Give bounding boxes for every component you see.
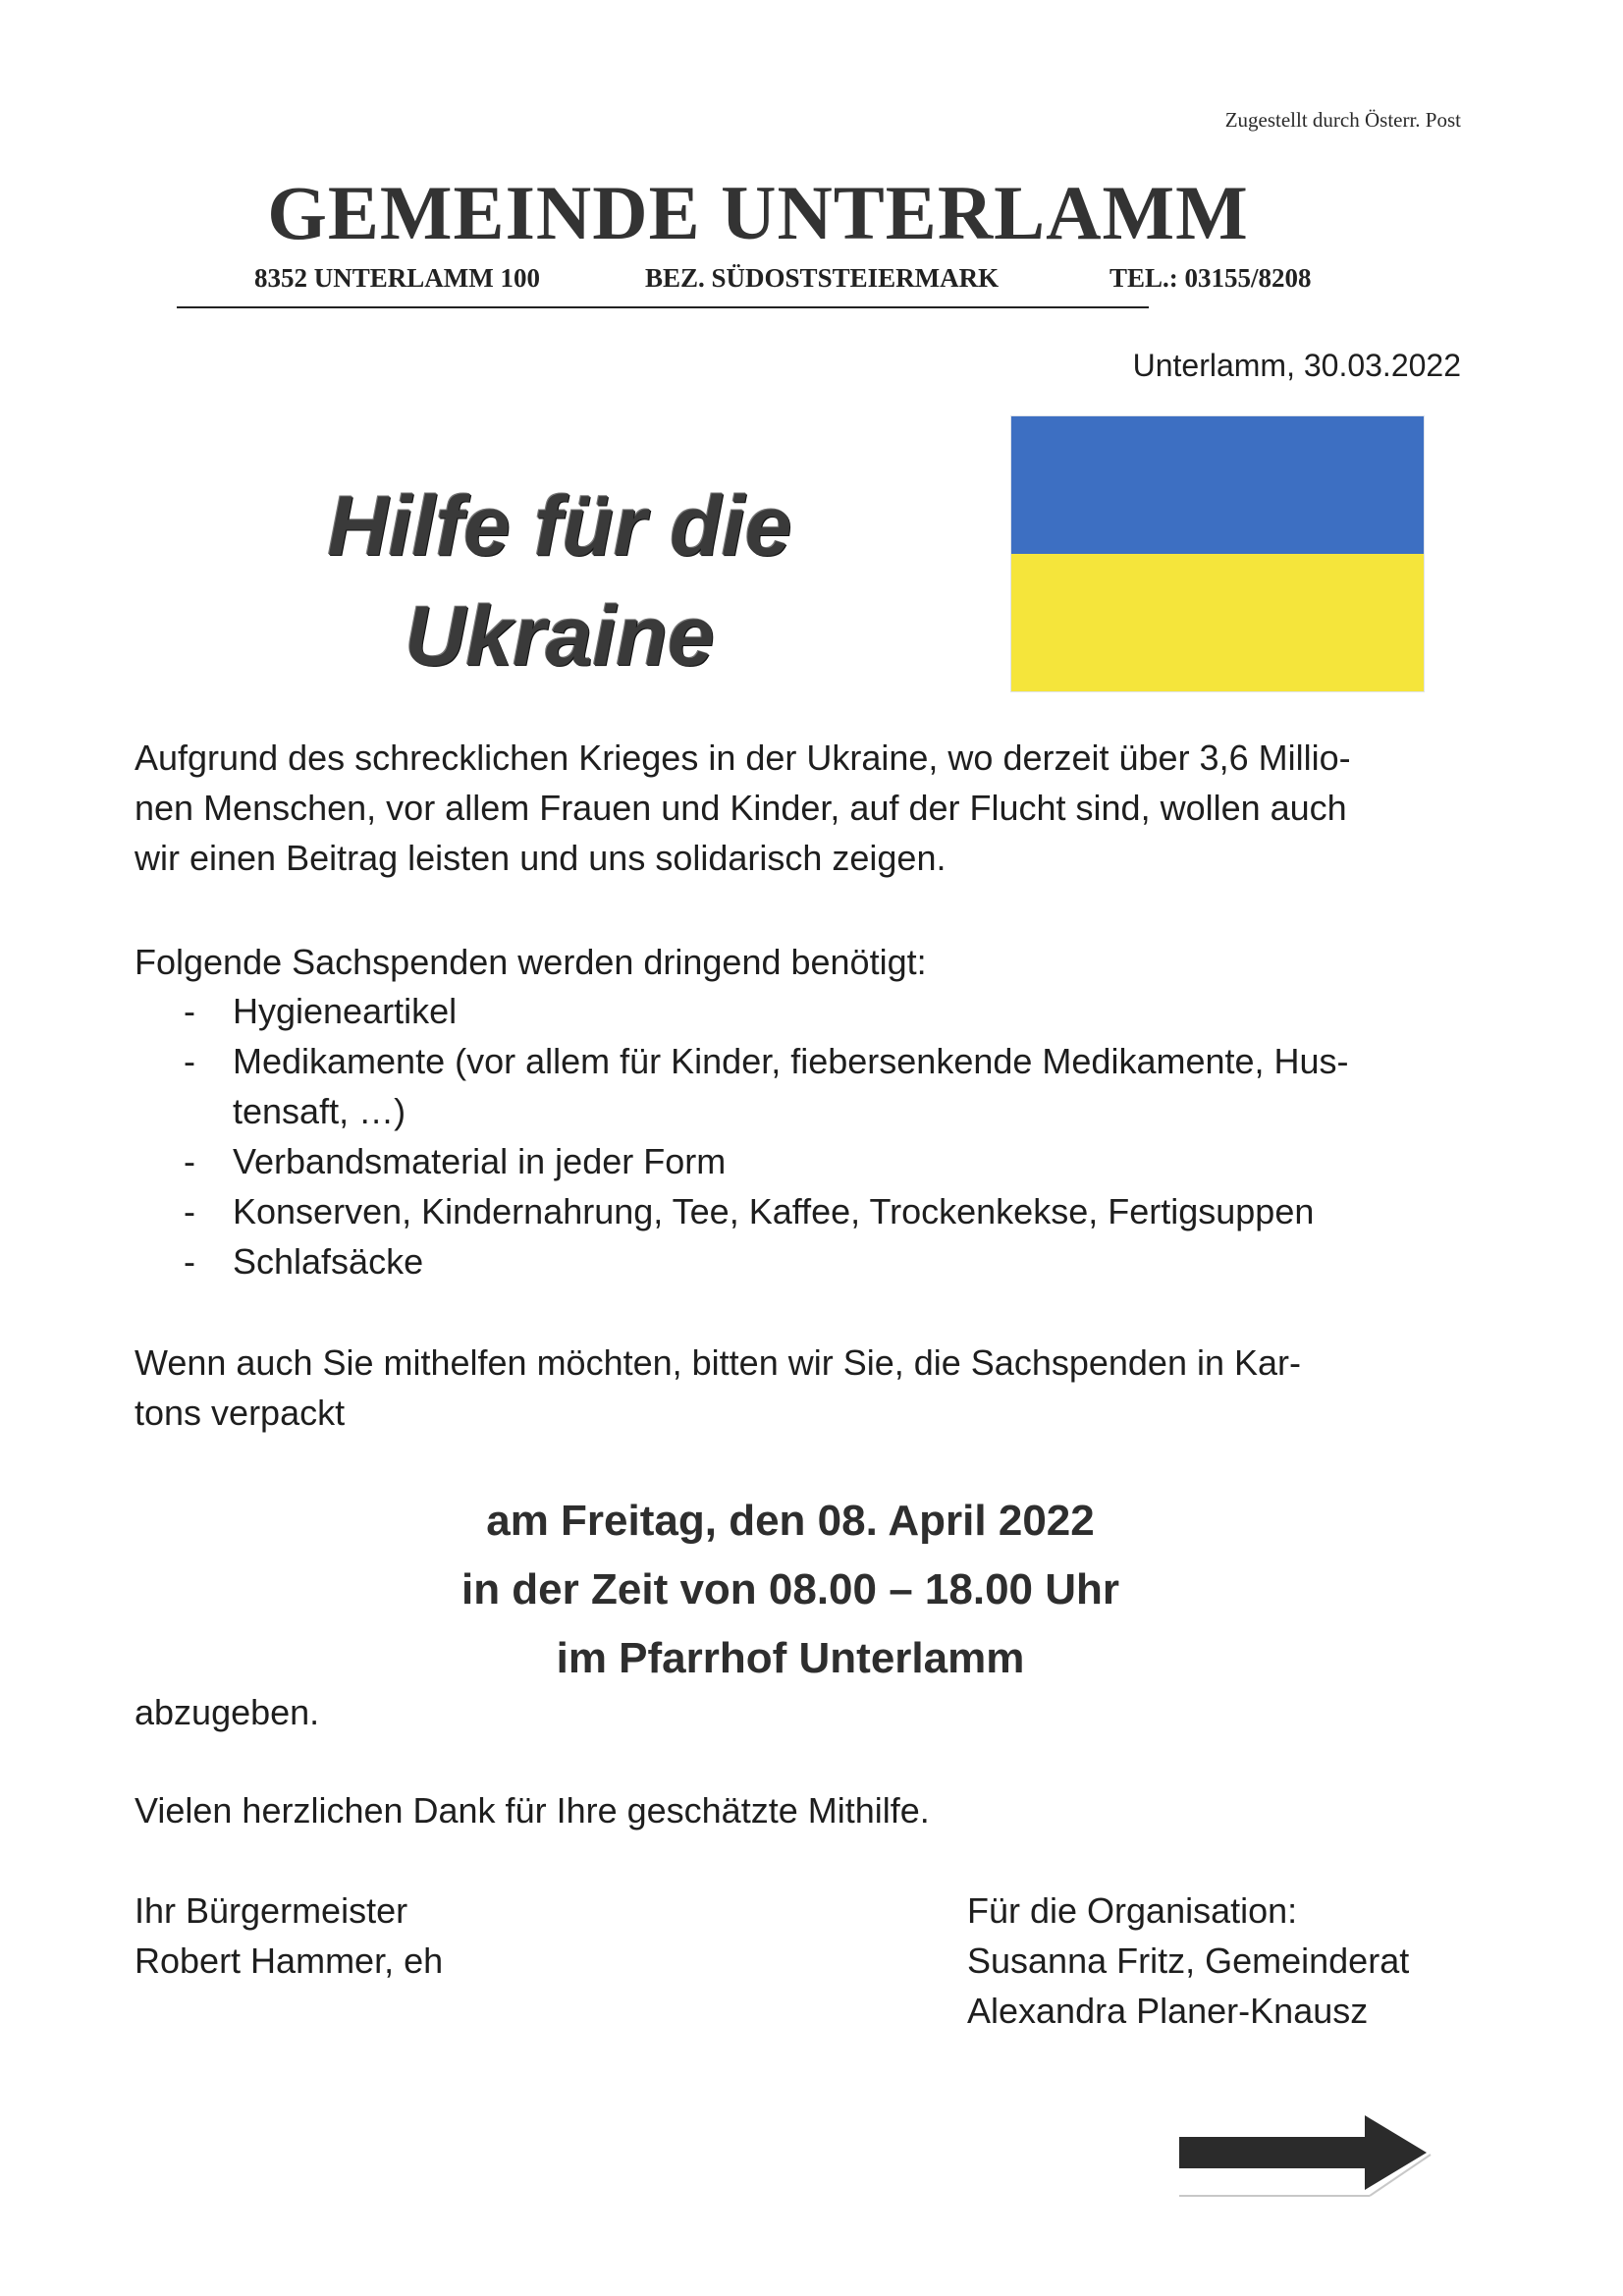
title-line-2: Ukraine	[405, 589, 715, 683]
list-item-text: Medikamente (vor allem für Kinder, fiebersenkende Medikamente, Hus-	[233, 1041, 1349, 1081]
signature-name: Robert Hammer, eh	[135, 1941, 444, 1981]
list-item	[135, 1236, 1470, 1286]
district: BEZ. SÜDOSTSTEIERMARK	[645, 263, 1000, 293]
donations-heading: Folgende Sachspenden werden dringend benötigt:	[135, 942, 927, 982]
intro-line: nen Menschen, vor allem Frauen und Kinder, auf der Flucht sind, wollen auch	[135, 788, 1347, 828]
organization-name: GEMEINDE UNTERLAMM	[267, 170, 1249, 255]
intro-line: Aufgrund des schrecklichen Krieges in der Ukraine, wo derzeit über 3,6 Millio-	[135, 738, 1351, 778]
signature-organization	[967, 1886, 1409, 2036]
flag-blue-stripe	[1011, 416, 1424, 554]
bullet-dash: -	[184, 1241, 195, 1282]
list-item-text: Verbandsmaterial in jeder Form	[233, 1141, 727, 1181]
bullet-dash: -	[184, 1141, 195, 1181]
date-line: Unterlamm, 30.03.2022	[1132, 348, 1461, 383]
list-item	[135, 1186, 1470, 1236]
arrow-right-icon	[1173, 2109, 1438, 2198]
list-item-text: Schlafsäcke	[233, 1241, 424, 1282]
bullet-dash: -	[184, 991, 195, 1031]
event-details	[295, 1487, 1286, 1693]
thanks-line: Vielen herzlichen Dank für Ihre geschätzte Mithilfe.	[135, 1790, 930, 1831]
delivery-note: Zugestellt durch Österr. Post	[1224, 108, 1461, 132]
list-item-text: Hygieneartikel	[233, 991, 458, 1031]
donation-list	[135, 986, 1470, 1286]
bullet-dash: -	[184, 1041, 195, 1081]
signature-name: Susanna Fritz, Gemeinderat	[967, 1941, 1410, 1981]
closing-word: abzugeben.	[135, 1692, 320, 1732]
phone: TEL.: 03155/8208	[1109, 263, 1312, 293]
request-line: tons verpackt	[135, 1393, 346, 1433]
flag-yellow-stripe	[1011, 554, 1424, 691]
list-item-text: Konserven, Kindernahrung, Tee, Kaffee, Trockenkekse, Fertigsuppen	[233, 1191, 1315, 1231]
title-line-1: Hilfe für die	[327, 479, 792, 574]
signature-role: Ihr Bürgermeister	[135, 1890, 408, 1931]
request-paragraph	[135, 1338, 1470, 1438]
signature-name: Alexandra Planer-Knausz	[967, 1991, 1369, 2031]
bullet-dash: -	[184, 1191, 195, 1231]
address: 8352 UNTERLAMM 100	[254, 263, 540, 293]
signature-mayor	[135, 1886, 443, 1986]
intro-paragraph	[135, 733, 1470, 883]
ukraine-flag	[1011, 416, 1424, 691]
event-date: am Freitag, den 08. April 2022	[486, 1497, 1095, 1545]
event-time: in der Zeit von 08.00 – 18.00 Uhr	[460, 1565, 1120, 1613]
intro-line: wir einen Beitrag leisten und uns solidarisch zeigen.	[135, 838, 947, 878]
event-place: im Pfarrhof Unterlamm	[556, 1634, 1025, 1682]
request-line: Wenn auch Sie mithelfen möchten, bitten wir Sie, die Sachspenden in Kar-	[135, 1342, 1301, 1383]
list-item	[135, 986, 1470, 1036]
list-item	[135, 1036, 1470, 1136]
list-item	[135, 1136, 1470, 1186]
page-title	[226, 471, 893, 691]
list-item-text: tensaft, …)	[233, 1091, 406, 1131]
signature-role: Für die Organisation:	[967, 1890, 1298, 1931]
header-divider	[177, 306, 1149, 308]
